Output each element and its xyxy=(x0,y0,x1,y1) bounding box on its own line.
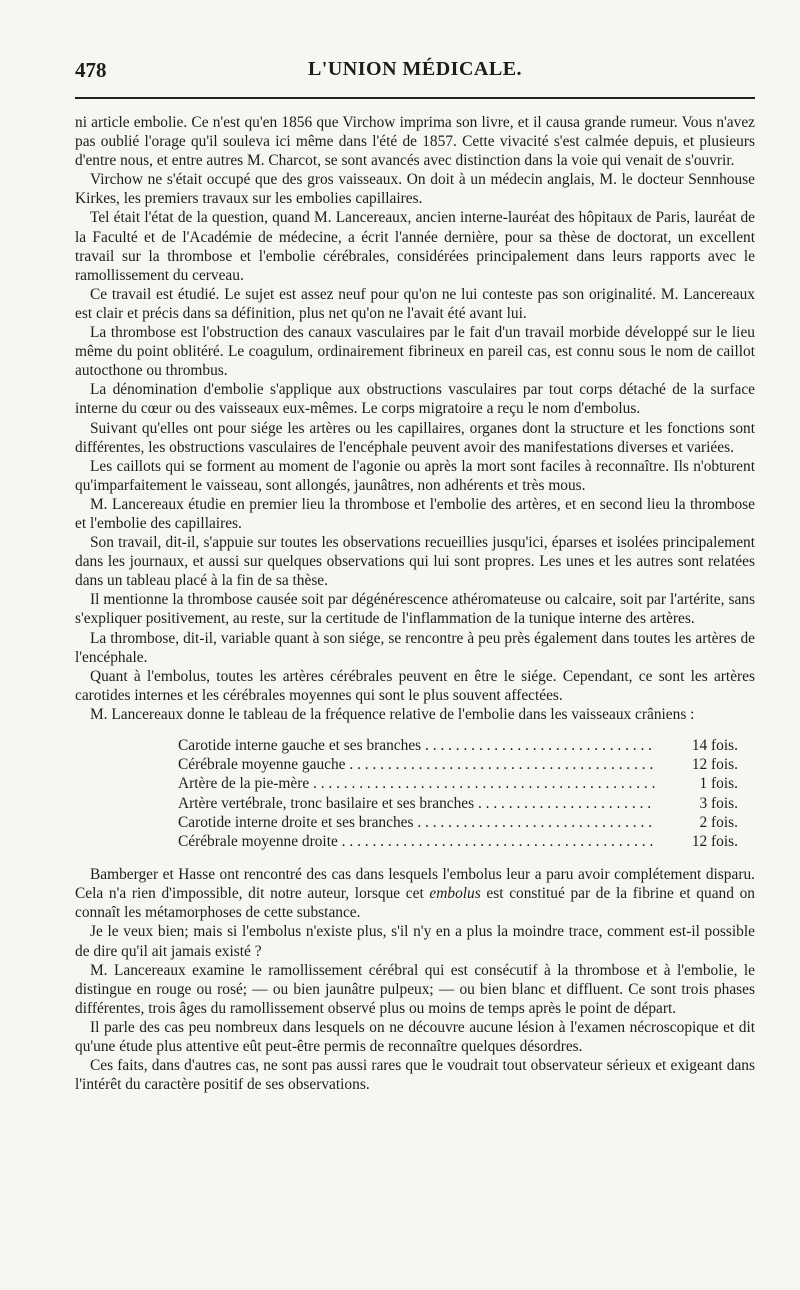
header-rule xyxy=(75,97,755,99)
paragraph: Je le veux bien; mais si l'embolus n'existe plus, s'il n'y en a plus la moindre trace, comment est-il possible de dire qu'il ait jamais existé ? xyxy=(75,923,755,960)
paragraph: Son travail, dit-il, s'appuie sur toutes les observations recueillies jusqu'ici, éparses et isolées principalement dans les journaux, et aussi sur quelques observations qui lui sont propres. Les unes et les autres sont relatées dans un tableau placé à la fin de sa thèse. xyxy=(75,534,755,590)
paragraph: M. Lancereaux examine le ramollissement cérébral qui est consécutif à la thrombose et à l'embolie, le distingue en rouge ou rosé; — ou bien jaunâtre pulpeux; — ou bien blanc et diffluent. Ce sont trois phases différentes, trois âges du ramollissement observé plus ou moins de temps après le point de départ. xyxy=(75,961,755,1017)
table-row-count: 2 fois. xyxy=(699,813,738,831)
table-row-count: 12 fois. xyxy=(691,756,738,774)
table-row-count: 1 fois. xyxy=(699,775,738,793)
table-row xyxy=(178,832,738,851)
paragraph-text: Bamberger et Hasse ont rencontré des cas dans lesquels l'embolus leur a paru avoir complétement disparu. Cela n'a rien d'impossible, dit notre auteur, lorsque cet xyxy=(75,866,755,903)
table-row xyxy=(178,755,738,774)
table-row-label: Cérébrale moyenne droite . . . xyxy=(178,832,656,851)
paragraph: M. Lancereaux donne le tableau de la fréquence relative de l'embolie dans les vaisseaux crâniens : xyxy=(90,705,695,723)
table-row-label: Artère vertébrale, tronc basilaire et ses branches . . . xyxy=(178,794,656,813)
table-row xyxy=(178,813,738,832)
paragraph: M. Lancereaux étudie en premier lieu la thrombose et l'embolie des artères, et en second lieu la thrombose et l'embolie des capillaires. xyxy=(75,495,755,532)
paragraph xyxy=(75,865,755,922)
paragraph: Quant à l'embolus, toutes les artères cérébrales peuvent en être le siége. Cependant, ce sont les artères carotides internes et les cérébrales moyennes qui sont le plus souvent affectées. xyxy=(75,667,755,704)
table-row-label: Carotide interne droite et ses branches . . . xyxy=(178,813,656,832)
paragraph: Ces faits, dans d'autres cas, ne sont pas aussi rares que le voudrait tout observateur sérieux et exigeant dans l'intérêt du caractère positif de ses observations. xyxy=(75,1057,755,1094)
table-row-label: Artère de la pie-mère . . . xyxy=(178,774,656,793)
paragraph: Ce travail est étudié. Le sujet est assez neuf pour qu'on ne lui conteste pas son originalité. M. Lancereaux est clair et précis dans sa définition, plus net qu'on ne l'avait été avant lui. xyxy=(75,285,755,322)
paragraph: Les caillots qui se forment au moment de l'agonie ou après la mort sont faciles à reconnaître. Ils n'obturent qu'imparfaitement le vaisseau, sont allongés, jaunâtres, non adhérents et très mous. xyxy=(75,457,755,494)
running-header xyxy=(75,58,755,88)
embolism-frequency-table xyxy=(178,736,738,851)
paragraph: Il mentionne la thrombose causée soit par dégénérescence athéromateuse ou calcaire, soit par l'artérite, sans s'expliquer positivement, au reste, sur la certitude de l'inflammation de la tunique interne des artères. xyxy=(75,591,755,628)
table-row xyxy=(178,736,738,755)
table-row-label: Carotide interne gauche et ses branches . . . xyxy=(178,736,656,755)
journal-title: L'UNION MÉDICALE. xyxy=(307,58,523,80)
page-number: 478 xyxy=(75,58,107,82)
paragraph: La thrombose, dit-il, variable quant à son siége, se rencontre à peu près également dans toutes les artères de l'encéphale. xyxy=(75,629,755,666)
paragraph-text: est constitué par de la fibrine et quand on connaît les métamorphoses de cette substance. xyxy=(75,885,755,922)
paragraph: ni article embolie. Ce n'est qu'en 1856 que Virchow imprima son livre, et il causa grande rumeur. Vous n'avez pas oublié l'orage qu'il souleva ici même dans l'été de 1857. Cette vivacité s'est calmée depuis, et plusieurs d'entre nous, et entre autres M. Charcot, se sont avancés avec distinction dans la voie qui venait de s'ouvrir. xyxy=(75,114,755,170)
table-row-label: Cérébrale moyenne gauche . . . xyxy=(178,755,656,774)
paragraph: Tel était l'état de la question, quand M. Lancereaux, ancien interne-lauréat des hôpitaux de Paris, lauréat de la Faculté et de l'Académie de médecine, a écrit l'année dernière, pour sa thèse de doctorat, un excellent travail sur la thrombose et l'embolie cérébrales, considérées principalement dans leurs rapports avec le ramollissement du cerveau. xyxy=(75,209,755,284)
table-row-count: 14 fois. xyxy=(691,737,738,754)
article-body xyxy=(75,113,755,1094)
paragraph: La thrombose est l'obstruction des canaux vasculaires par le fait d'un travail morbide développé sur le lieu même du point oblitéré. Le coagulum, ordinairement fibrineux en pareil cas, est connu sous le nom de caillot autocthone ou thrombus. xyxy=(75,324,755,380)
table-row xyxy=(178,794,738,813)
table-row xyxy=(178,774,738,793)
paragraph: Il parle des cas peu nombreux dans lesquels on ne découvre aucune lésion à l'examen nécroscopique et dit qu'une étude plus attentive eût peut-être permis de reconnaître quelques désordres. xyxy=(75,1018,755,1055)
paragraph: Suivant qu'elles ont pour siége les artères ou les capillaires, organes dont la structure et les fonctions sont différentes, les obstructions vasculaires de l'encéphale peuvent avoir des manifestations diverses et variées. xyxy=(75,419,755,456)
italic-term: embolus xyxy=(429,885,481,903)
paragraph: Virchow ne s'était occupé que des gros vaisseaux. On doit à un médecin anglais, M. le docteur Sennhouse Kirkes, les premiers travaux sur les embolies capillaires. xyxy=(75,171,755,208)
table-row-count: 3 fois. xyxy=(699,794,738,812)
paragraph: La dénomination d'embolie s'applique aux obstructions vasculaires par tout corps détaché de la surface interne du cœur ou des vaisseaux eux-mêmes. Le corps migratoire a reçu le nom d'embolus. xyxy=(75,381,755,418)
table-row-count: 12 fois. xyxy=(691,832,738,850)
